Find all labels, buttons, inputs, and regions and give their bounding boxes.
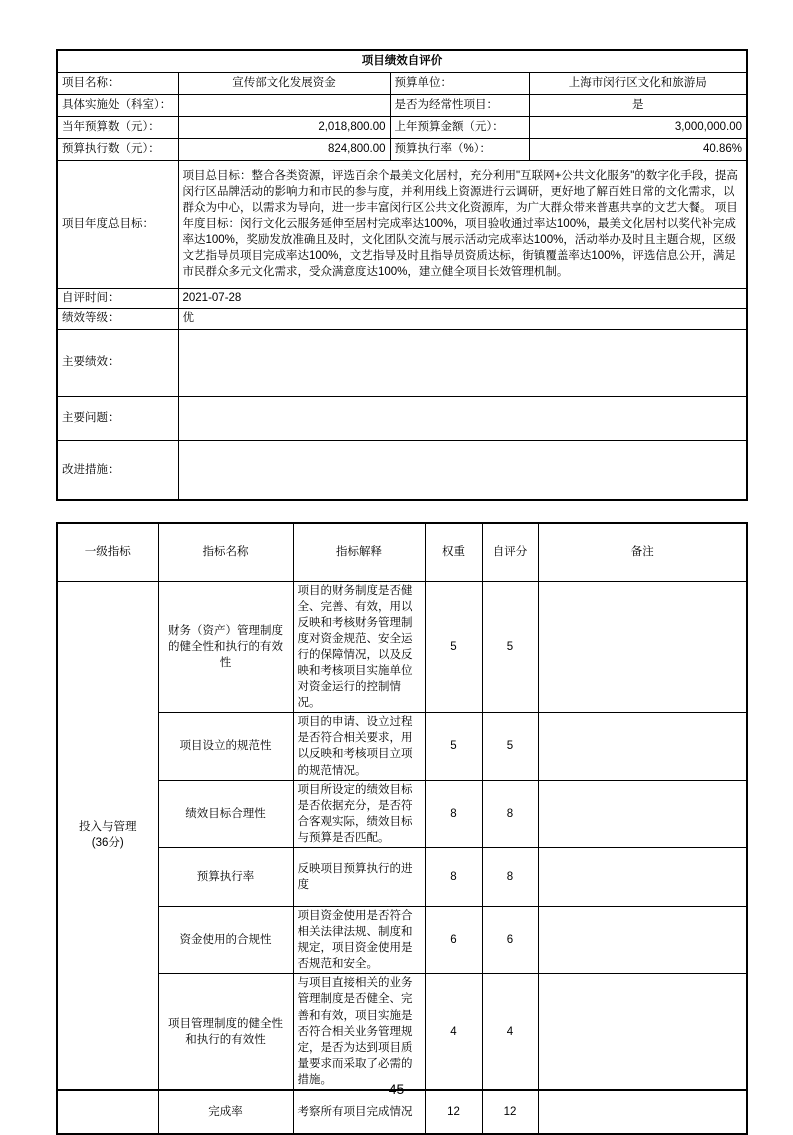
indicator-note bbox=[538, 907, 747, 974]
indicator-explain: 考察所有项目完成情况 bbox=[293, 1090, 425, 1134]
grade-label: 绩效等级： bbox=[57, 308, 178, 329]
indicator-explain: 项目的申请、设立过程是否符合相关要求，用以反映和考核项目立项的规范情况。 bbox=[293, 713, 425, 780]
level1-group-cell bbox=[57, 581, 158, 1090]
project-name-value: 宣传部文化发展资金 bbox=[178, 72, 390, 94]
indicator-score: 12 bbox=[482, 1090, 538, 1134]
execution-rate-label: 预算执行率（%）： bbox=[390, 138, 529, 160]
indicator-note bbox=[538, 581, 747, 713]
indicator-score: 8 bbox=[482, 780, 538, 847]
indicator-name: 完成率 bbox=[158, 1090, 293, 1134]
indicator-weight: 5 bbox=[425, 713, 482, 780]
indicator-header-row bbox=[57, 523, 747, 581]
table-row bbox=[57, 94, 747, 116]
indicator-weight: 4 bbox=[425, 974, 482, 1090]
problems-label: 主要问题： bbox=[57, 396, 178, 440]
improvements-value bbox=[178, 440, 747, 500]
table-row bbox=[57, 780, 747, 847]
indicator-score: 6 bbox=[482, 907, 538, 974]
self-eval-date-label: 自评时间： bbox=[57, 288, 178, 308]
indicator-explain: 与项目直接相关的业务管理制度是否健全、完善和有效，项目实施是否符合相关业务管理规定，是否为达到项目质量要求而采取了必需的措施。 bbox=[293, 974, 425, 1090]
table-row bbox=[57, 116, 747, 138]
last-budget-value: 3,000,000.00 bbox=[529, 116, 747, 138]
indicator-score: 5 bbox=[482, 581, 538, 713]
table-row bbox=[57, 50, 747, 72]
current-budget-label: 当年预算数（元）： bbox=[57, 116, 178, 138]
table-row bbox=[57, 848, 747, 907]
page-number: - 45 - bbox=[380, 1081, 413, 1097]
header-weight: 权重 bbox=[425, 523, 482, 581]
table-row bbox=[57, 72, 747, 94]
indicator-explain: 项目所设定的绩效目标是否依据充分，是否符合客观实际，绩效目标与预算是否匹配。 bbox=[293, 780, 425, 847]
table-row bbox=[57, 138, 747, 160]
recurring-value: 是 bbox=[529, 94, 747, 116]
executed-value: 824,800.00 bbox=[178, 138, 390, 160]
implement-dept-value bbox=[178, 94, 390, 116]
indicator-name: 资金使用的合规性 bbox=[158, 907, 293, 974]
last-budget-label: 上年预算金额（元）： bbox=[390, 116, 529, 138]
header-level1: 一级指标 bbox=[57, 523, 158, 581]
project-name-label: 项目名称： bbox=[57, 72, 178, 94]
indicator-table bbox=[56, 522, 748, 1135]
table-row bbox=[57, 581, 747, 713]
indicator-name: 项目管理制度的健全性和执行的有效性 bbox=[158, 974, 293, 1090]
table-row bbox=[57, 329, 747, 396]
indicator-explain: 项目的财务制度是否健全、完善、有效，用以反映和考核财务管理制度对资金规范、安全运行的保障情况，以及反映和考核项目实施单位对资金运行的控制情况。 bbox=[293, 581, 425, 713]
table-row bbox=[57, 907, 747, 974]
annual-goal-text: 项目总目标：整合各类资源，评选百余个最美文化居村，充分利用"互联网+公共文化服务"的数字化手段，提高闵行区品牌活动的影响力和市民的参与度，并利用线上资源进行云调研，更好地了解百姓日常的文化需求，以群众为中心，以需求为导向，进一步丰富闵行区公共文化资源库，为广大群众带来普惠共享的文艺大餐。 项目年度目标：闵行文化云服务延伸至居村完成率达100%，项目验收通过率达100%，最美文化居村以奖代补完成率达100%，奖励发放准确且及时，文化团队交流与展示活动完成率达100%，活动举办及时且主题合规，区级文艺指导员项目完成率达100%，文艺指导及时且指导员资质达标，街镇覆盖率达100%，评选信息公开，满足市民群众多元文化需求，受众满意度达100%，建立健全项目长效管理机制。 bbox=[178, 160, 747, 288]
summary-table bbox=[56, 49, 748, 501]
improvements-label: 改进措施： bbox=[57, 440, 178, 500]
header-note: 备注 bbox=[538, 523, 747, 581]
indicator-weight: 12 bbox=[425, 1090, 482, 1134]
table-row bbox=[57, 308, 747, 329]
form-title: 项目绩效自评价 bbox=[57, 50, 747, 72]
indicator-note bbox=[538, 780, 747, 847]
table-row bbox=[57, 160, 747, 288]
indicator-weight: 8 bbox=[425, 848, 482, 907]
indicator-name: 项目设立的规范性 bbox=[158, 713, 293, 780]
indicator-name: 财务（资产）管理制度的健全性和执行的有效性 bbox=[158, 581, 293, 713]
indicator-weight: 5 bbox=[425, 581, 482, 713]
table-row bbox=[57, 440, 747, 500]
table-row bbox=[57, 713, 747, 780]
indicator-explain: 项目资金使用是否符合相关法律法规、制度和规定，项目资金使用是否规范和安全。 bbox=[293, 907, 425, 974]
implement-dept-label: 具体实施处（科室）： bbox=[57, 94, 178, 116]
header-score: 自评分 bbox=[482, 523, 538, 581]
indicator-explain: 反映项目预算执行的进度 bbox=[293, 848, 425, 907]
grade-value: 优 bbox=[178, 308, 747, 329]
problems-value bbox=[178, 396, 747, 440]
achievements-label: 主要绩效： bbox=[57, 329, 178, 396]
indicator-note bbox=[538, 974, 747, 1090]
table-row bbox=[57, 974, 747, 1090]
achievements-value bbox=[178, 329, 747, 396]
header-name: 指标名称 bbox=[158, 523, 293, 581]
budget-unit-value: 上海市闵行区文化和旅游局 bbox=[529, 72, 747, 94]
current-budget-value: 2,018,800.00 bbox=[178, 116, 390, 138]
indicator-note bbox=[538, 848, 747, 907]
annual-goal-label: 项目年度总目标： bbox=[57, 160, 178, 288]
indicator-name: 预算执行率 bbox=[158, 848, 293, 907]
indicator-note bbox=[538, 713, 747, 780]
header-explain: 指标解释 bbox=[293, 523, 425, 581]
indicator-score: 8 bbox=[482, 848, 538, 907]
level1-group-label: 投入与管理 bbox=[79, 821, 137, 834]
indicator-weight: 8 bbox=[425, 780, 482, 847]
indicator-weight: 6 bbox=[425, 907, 482, 974]
execution-rate-value: 40.86% bbox=[529, 138, 747, 160]
budget-unit-label: 预算单位： bbox=[390, 72, 529, 94]
table-row bbox=[57, 288, 747, 308]
indicator-score: 4 bbox=[482, 974, 538, 1090]
executed-label: 预算执行数（元）： bbox=[57, 138, 178, 160]
self-eval-date-value: 2021-07-28 bbox=[178, 288, 747, 308]
table-row bbox=[57, 396, 747, 440]
level1-group-score: (36分) bbox=[91, 837, 124, 850]
indicator-name: 绩效目标合理性 bbox=[158, 780, 293, 847]
recurring-label: 是否为经常性项目： bbox=[390, 94, 529, 116]
indicator-score: 5 bbox=[482, 713, 538, 780]
